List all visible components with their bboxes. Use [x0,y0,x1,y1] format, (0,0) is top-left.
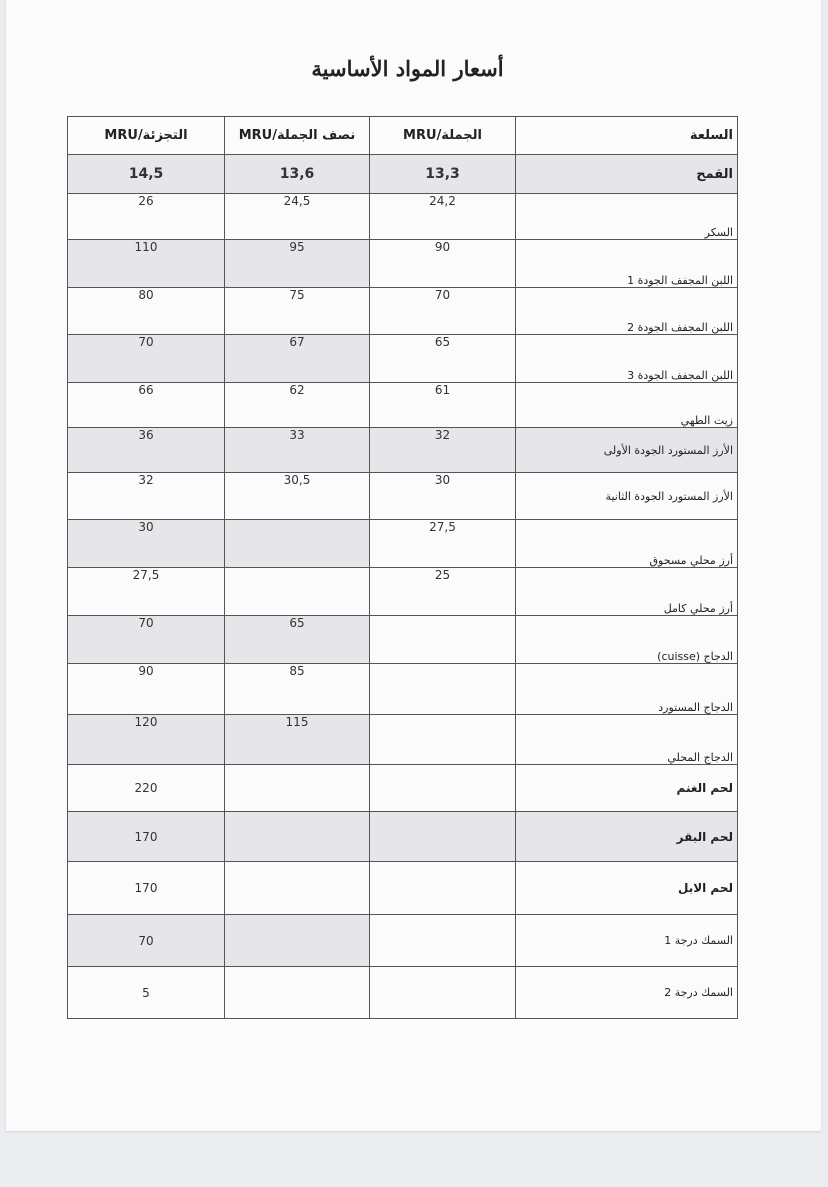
retail-cell: 66 [68,383,225,428]
table-row [68,288,738,335]
half-wholesale-cell [225,862,370,915]
wholesale-cell: 70 [370,288,516,335]
half-wholesale-cell [225,568,370,616]
table-row [68,812,738,862]
retail-cell: 36 [68,428,225,473]
retail-cell: 27,5 [68,568,225,616]
item-cell: الدجاج المستورد [516,664,738,715]
half-wholesale-cell: 85 [225,664,370,715]
item-cell: لحم البقر [516,812,738,862]
retail-cell: 120 [68,715,225,765]
wholesale-cell: 90 [370,240,516,288]
wholesale-cell [370,967,516,1019]
wholesale-cell [370,862,516,915]
wholesale-cell: 25 [370,568,516,616]
retail-cell: 90 [68,664,225,715]
retail-cell: 170 [68,812,225,862]
half-wholesale-cell [225,812,370,862]
item-cell: الأرز المستورد الجودة الثانية [516,473,738,520]
half-wholesale-cell [225,520,370,568]
header-wholesale: الجملة/MRU [370,117,516,155]
retail-cell: 32 [68,473,225,520]
table-row [68,568,738,616]
retail-cell: 70 [68,335,225,383]
wholesale-cell [370,915,516,967]
table-row [68,194,738,240]
item-cell: اللبن المجفف الجودة 1 [516,240,738,288]
table-row [68,664,738,715]
header-half-wholesale: نصف الجملة/MRU [225,117,370,155]
half-wholesale-cell: 13,6 [225,155,370,194]
item-cell: السكر [516,194,738,240]
retail-cell: 110 [68,240,225,288]
wholesale-cell: 24,2 [370,194,516,240]
item-cell: لحم الابل [516,862,738,915]
half-wholesale-cell: 75 [225,288,370,335]
table-row [68,967,738,1019]
table-row [68,240,738,288]
table-row [68,473,738,520]
wholesale-cell [370,664,516,715]
item-cell: أرز محلي كامل [516,568,738,616]
table-row [68,335,738,383]
item-cell: الدجاج (cuisse) [516,616,738,664]
half-wholesale-cell: 62 [225,383,370,428]
header-retail: التجزئة/MRU [68,117,225,155]
page-title: أسعار المواد الأساسية [311,56,504,81]
table-row [68,862,738,915]
half-wholesale-cell: 33 [225,428,370,473]
table-row [68,520,738,568]
wholesale-cell: 30 [370,473,516,520]
item-cell: لحم الغنم [516,765,738,812]
document-page [6,0,821,1131]
wholesale-cell [370,765,516,812]
retail-cell: 70 [68,616,225,664]
table-row [68,715,738,765]
table-row [68,616,738,664]
prices-table [67,116,738,1019]
item-cell: الدجاج المحلي [516,715,738,765]
table-header-row [68,117,738,155]
item-cell: اللبن المجفف الجودة 2 [516,288,738,335]
retail-cell: 5 [68,967,225,1019]
item-cell: اللبن المجفف الجودة 3 [516,335,738,383]
half-wholesale-cell: 65 [225,616,370,664]
half-wholesale-cell: 24,5 [225,194,370,240]
wholesale-cell: 32 [370,428,516,473]
item-cell: أرز محلي مسحوق [516,520,738,568]
header-item: السلعة [516,117,738,155]
item-cell: السمك درجة 2 [516,967,738,1019]
table-row [68,428,738,473]
wholesale-cell: 65 [370,335,516,383]
item-cell: السمك درجة 1 [516,915,738,967]
half-wholesale-cell: 67 [225,335,370,383]
table-row [68,383,738,428]
wholesale-cell [370,715,516,765]
retail-cell: 30 [68,520,225,568]
half-wholesale-cell: 95 [225,240,370,288]
retail-cell: 80 [68,288,225,335]
table-row [68,155,738,194]
retail-cell: 220 [68,765,225,812]
half-wholesale-cell: 30,5 [225,473,370,520]
half-wholesale-cell: 115 [225,715,370,765]
item-cell: الأرز المستورد الجودة الأولى [516,428,738,473]
wholesale-cell [370,812,516,862]
retail-cell: 170 [68,862,225,915]
table-row [68,915,738,967]
retail-cell: 70 [68,915,225,967]
wholesale-cell: 61 [370,383,516,428]
wholesale-cell: 27,5 [370,520,516,568]
wholesale-cell: 13,3 [370,155,516,194]
retail-cell: 14,5 [68,155,225,194]
retail-cell: 26 [68,194,225,240]
wholesale-cell [370,616,516,664]
item-cell: القمح [516,155,738,194]
item-cell: زيت الطهي [516,383,738,428]
half-wholesale-cell [225,915,370,967]
table-row [68,765,738,812]
half-wholesale-cell [225,765,370,812]
half-wholesale-cell [225,967,370,1019]
